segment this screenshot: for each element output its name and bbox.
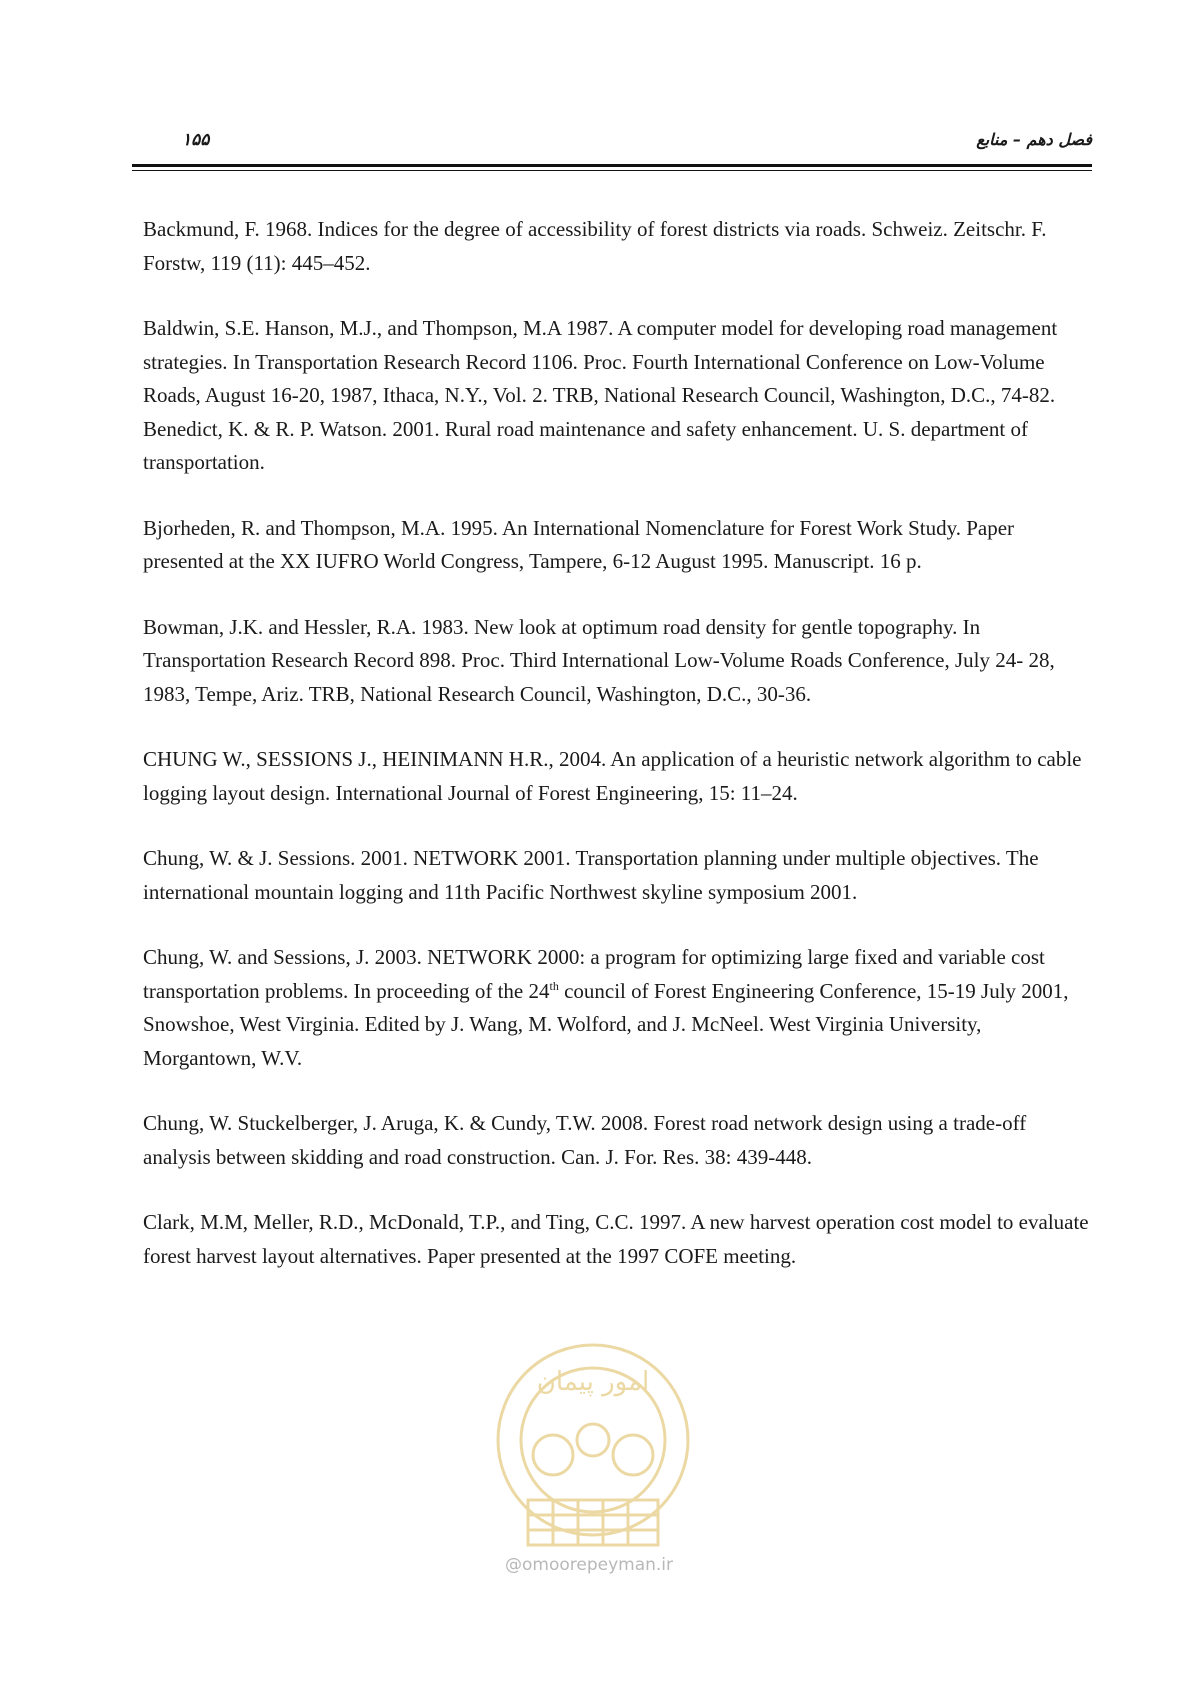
reference-backmund-1968: Backmund, F. 1968. Indices for the degree of accessibility of forest districts via roads. Schweiz. Zeitschr. F. Forstw, 119 (11): 445–452.: [143, 217, 1047, 275]
reference-chung-sessions-2001: Chung, W. & J. Sessions. 2001. NETWORK 2001. Transportation planning under multiple objectives. The international mountain logging and 11th Pacific Northwest skyline symposium 2001.: [143, 846, 1039, 904]
watermark-url: @omoorepeyman.ir: [505, 1555, 674, 1575]
page-number: ۱۵۵: [182, 130, 210, 150]
chapter-title: فصل دهم – منابع: [976, 130, 1092, 149]
header-rule-thick: [132, 164, 1092, 167]
reference-chung-2008: Chung, W. Stuckelberger, J. Aruga, K. & Cundy, T.W. 2008. Forest road network design using a trade-off analysis between skidding and road construction. Can. J. For. Res. 38: 439-448.: [143, 1111, 1027, 1169]
reference-text-part: council of Forest Engineering Conference, 15-19 July 2001, Snowshoe, West Virginia. Edited by J. Wang, M. Wolford, and J. McNeel. West Virginia University, Morgantown, W.V.: [143, 978, 1069, 1070]
reference-baldwin-1987: Baldwin, S.E. Hanson, M.J., and Thompson, M.A 1987. A computer model for developing road management strategies. In Transportation Research Record 1106. Proc. Fourth International Conference on Low-Volume Roads, August 16-20, 1987, Ithaca, N.Y., Vol. 2. TRB, National Research Council, Washington, D.C., 74-82.: [143, 316, 1058, 407]
watermark-url-text: omoorepeyman.ir: [522, 1555, 674, 1575]
page-header: [132, 126, 1092, 160]
reference-bowman-1983: Bowman, J.K. and Hessler, R.A. 1983. New look at optimum road density for gentle topography. In Transportation Research Record 898. Proc. Third International Low-Volume Roads Conference, July 24- 28, 1983, Tempe, Ariz. TRB, National Research Council, Washington, D.C., 30-36.: [143, 614, 1055, 706]
reference-list: [143, 213, 1093, 1305]
watermark-logo-icon: [478, 1330, 708, 1580]
reference-chung-2004: CHUNG W., SESSIONS J., HEINIMANN H.R., 2004. An application of a heuristic network algorithm to cable logging layout design. International Journal of Forest Engineering, 15: 11–24.: [143, 747, 1082, 805]
reference-text-part: Chung, W. and Sessions, J. 2003. NETWORK 2000: a program for optimizing large fixed and variable cost transportation problems. In proceeding of the 24: [143, 945, 1045, 1003]
reference-bjorheden-1995: Bjorheden, R. and Thompson, M.A. 1995. An International Nomenclature for Forest Work Study. Paper presented at the XX IUFRO World Congress, Tampere, 6-12 August 1995. Manuscript. 16 p.: [143, 515, 1015, 573]
reference-benedict-2001: Benedict, K. & R. P. Watson. 2001. Rural road maintenance and safety enhancement. U. S. department of transportation.: [143, 416, 1028, 474]
header-rule-thin: [132, 170, 1092, 171]
watermark-logo-text: امور پیمان: [536, 1367, 650, 1397]
ordinal-superscript: th: [549, 978, 559, 993]
reference-clark-1997: Clark, M.M, Meller, R.D., McDonald, T.P., and Ting, C.C. 1997. A new harvest operation cost model to evaluate forest harvest layout alternatives. Paper presented at the 1997 COFE meeting.: [143, 1210, 1089, 1268]
reference-chung-sessions-2003: [143, 941, 1093, 1075]
